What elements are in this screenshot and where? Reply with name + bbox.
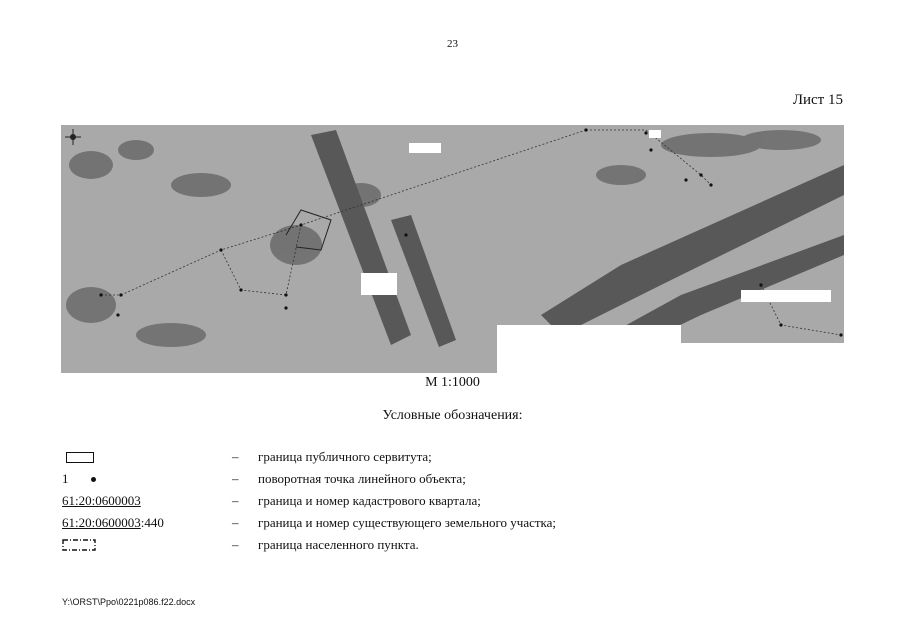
blank-area: [681, 343, 844, 373]
legend-description: граница и номер существующего земельного участка;: [258, 515, 557, 530]
legend-title: Условные обозначения:: [382, 408, 523, 423]
legend-item-settlement: [62, 534, 662, 556]
legend-dash: –: [232, 471, 239, 486]
legend-dash: –: [232, 493, 239, 508]
legend-item-parcel: [62, 512, 662, 534]
legend-dash: –: [232, 449, 239, 464]
map-graphic: [61, 125, 844, 373]
legend-description: поворотная точка линейного объекта;: [258, 471, 466, 486]
map-scale: М 1:1000: [425, 375, 480, 390]
point-number-label: 1: [62, 471, 69, 486]
file-path-footer: Y:\ORST\Ppo\0221p086.f22.docx: [62, 597, 196, 607]
sheet-label: Лист 15: [792, 92, 843, 108]
settlement-boundary-icon: [62, 539, 96, 551]
legend-item-quarter: [62, 490, 662, 512]
page-number: 23: [447, 38, 458, 50]
legend: [62, 446, 662, 556]
map-image: [61, 125, 844, 373]
cadastral-parcel-quarter: 61:20:0600003: [62, 515, 141, 530]
legend-description: граница публичного сервитута;: [258, 449, 432, 464]
legend-item-point: [62, 468, 662, 490]
legend-dash: –: [232, 537, 239, 552]
turning-point-icon: [91, 477, 96, 482]
servitude-boundary-icon: [66, 452, 94, 463]
legend-item-servitude: [62, 446, 662, 468]
legend-description: граница населенного пункта.: [258, 537, 419, 552]
cadastral-parcel-suffix: :440: [140, 515, 164, 530]
cadastral-quarter-number: 61:20:0600003: [62, 493, 141, 508]
north-arrow-icon: [65, 129, 81, 145]
legend-dash: –: [232, 515, 239, 530]
legend-description: граница и номер кадастрового квартала;: [258, 493, 481, 508]
blank-area: [497, 325, 681, 373]
